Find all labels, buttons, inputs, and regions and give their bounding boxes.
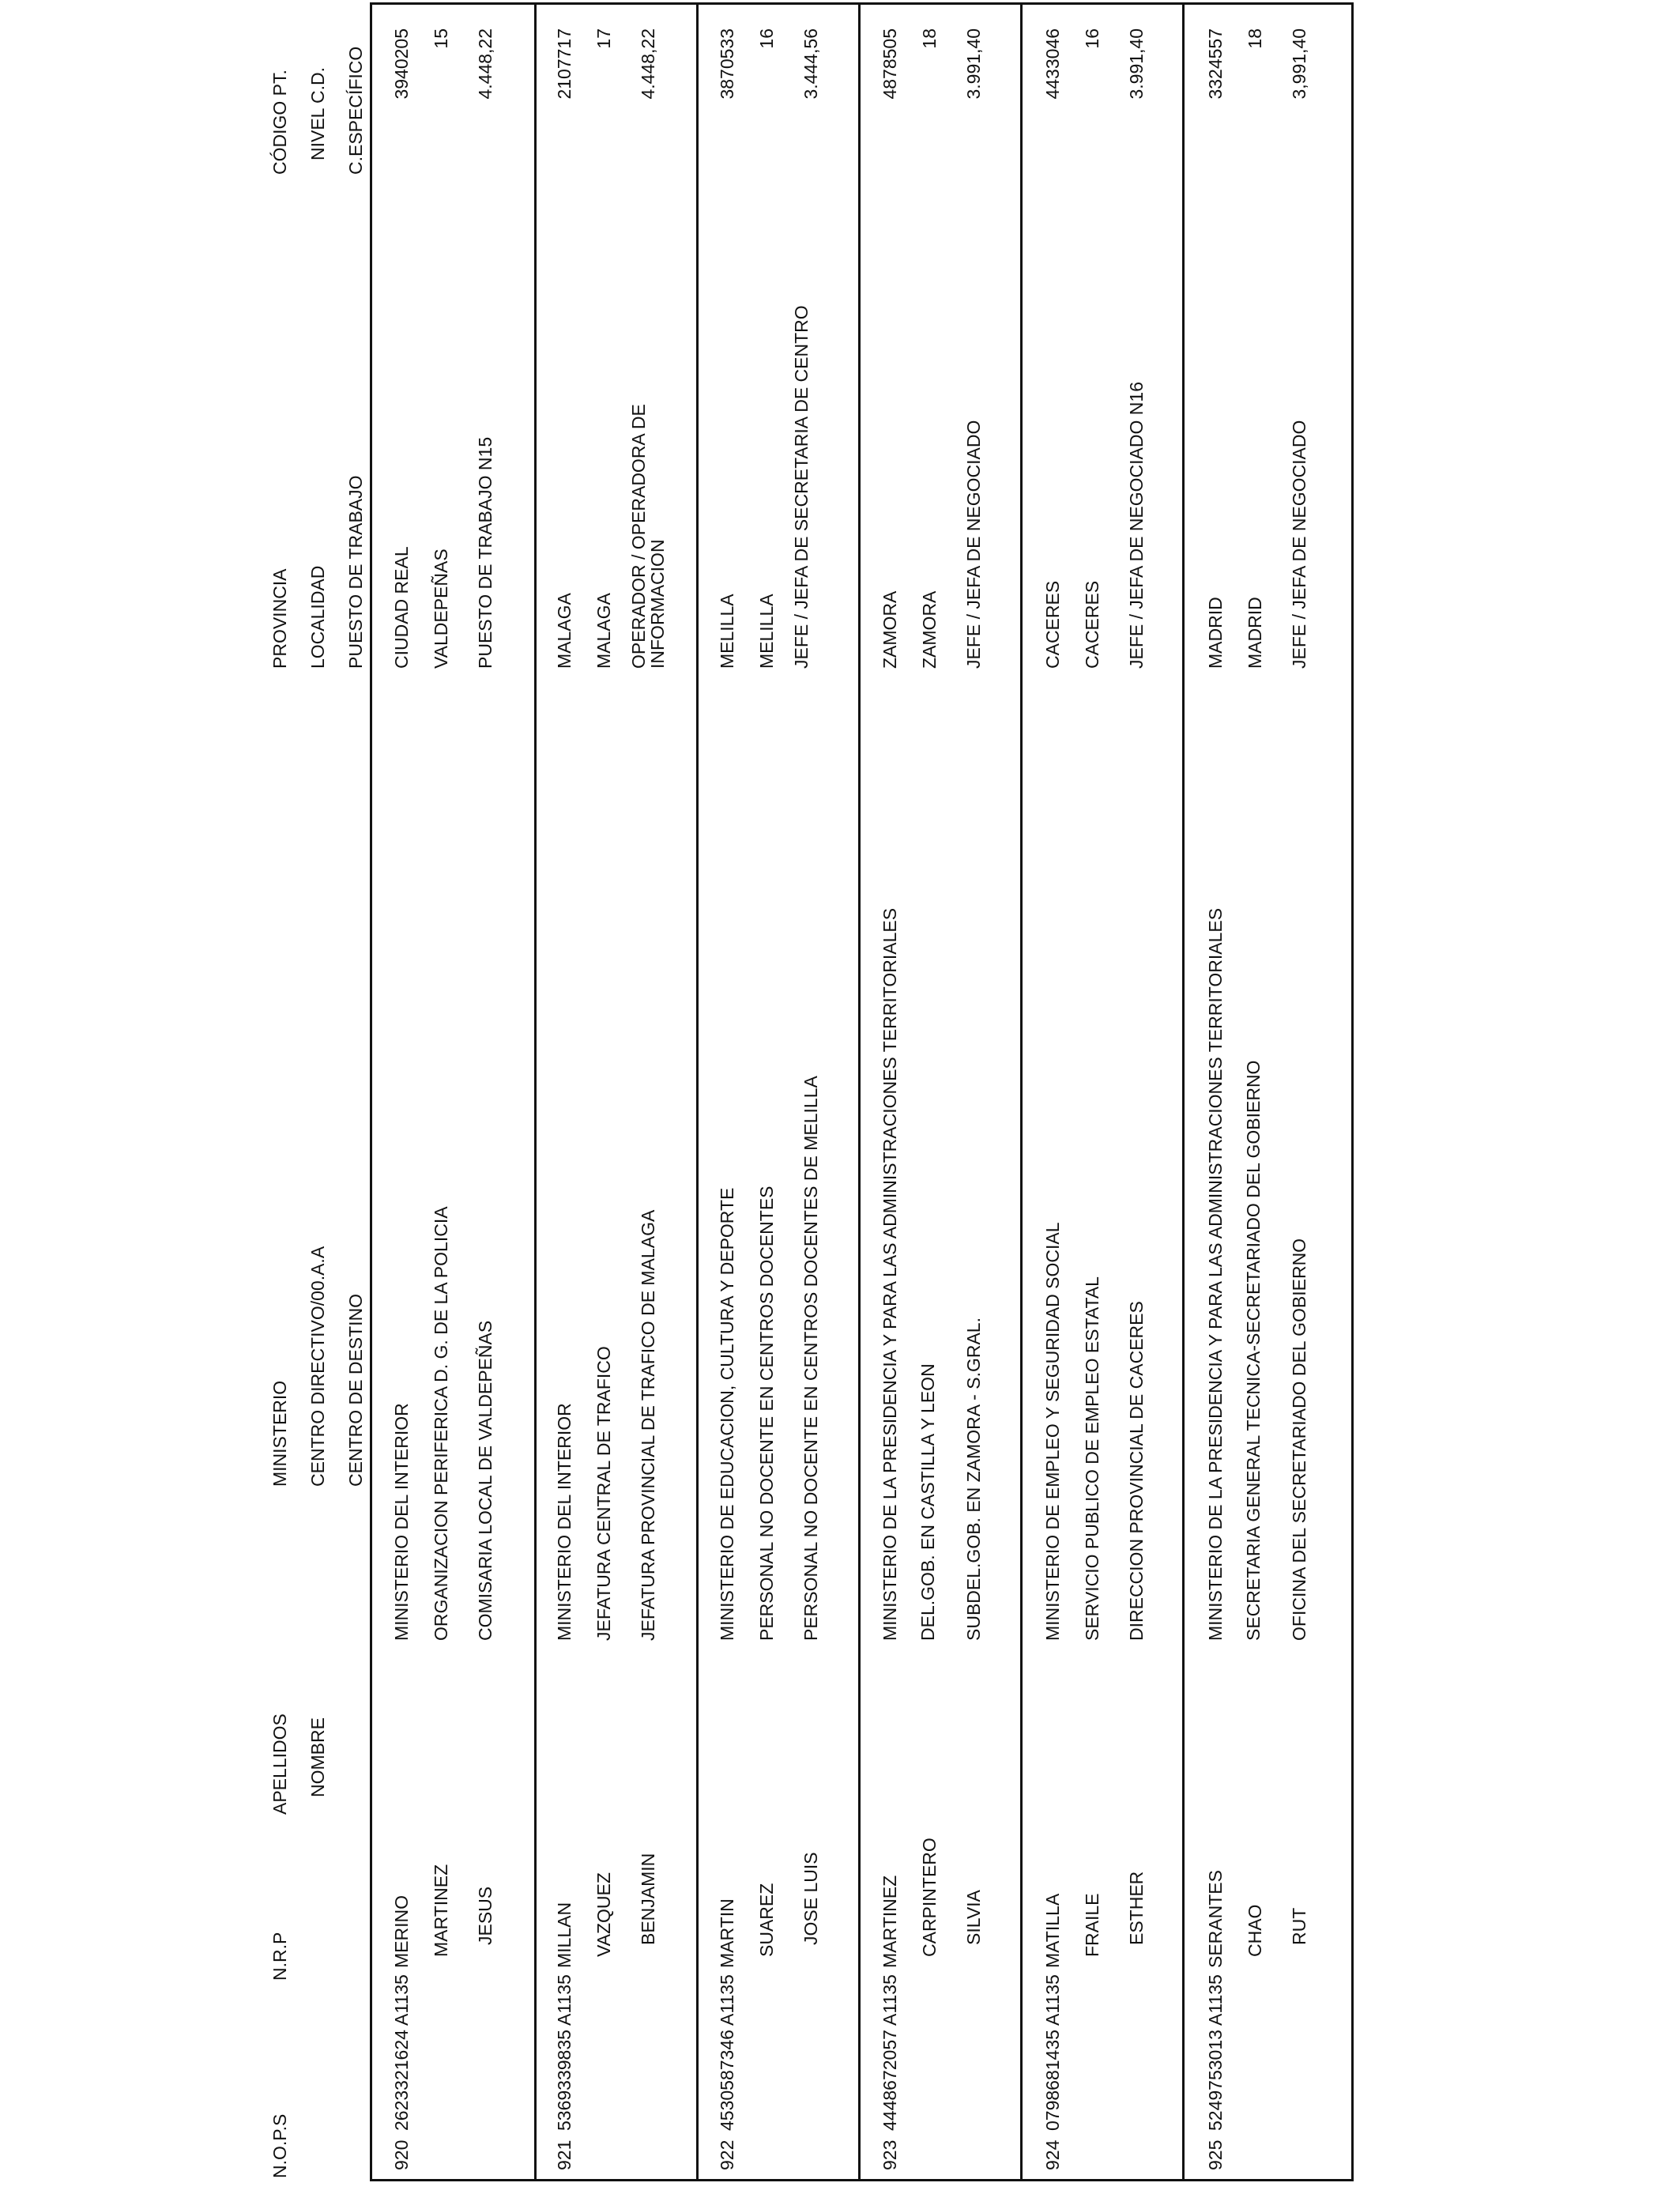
nops-value: 921 [554,2139,574,2170]
codigo-value: 4433046 [1042,28,1063,100]
codigo-value: 3940205 [391,28,412,100]
centro-directivo-value: SECRETARIA GENERAL TECNICA-SECRETARIADO DEL GOBIERNO [1243,1060,1264,1641]
nombre-value: BENJAMIN [638,1853,658,1945]
nivel-value: 18 [919,28,940,49]
header-centro-directivo-label: CENTRO DIRECTIVO/00.A.A [307,1246,328,1487]
centro-directivo-value: JEFATURA CENTRAL DE TRAFICO [593,1346,614,1641]
header-names [251,1713,346,1815]
apellido2-value: FRAILE [1082,1893,1102,1957]
row-separator [1020,5,1023,2179]
nivel-value: 16 [756,28,777,49]
puesto-value: JEFE / JEFA DE NEGOCIADO [1289,420,1309,669]
ministerio-value: MINISTERIO DE EMPLEO Y SEGURIDAD SOCIAL [1042,1222,1063,1641]
nivel-value: 18 [1245,28,1265,49]
nombre-value: JOSE LUIS [800,1852,821,1945]
nrp-value: 5249753013 A1135 [1205,1974,1226,2131]
apellido1-value: MERINO [391,1895,412,1968]
apellido2-value: MARTINEZ [431,1864,451,1957]
ministerio-value: MINISTERIO DE EDUCACION, CULTURA Y DEPORTE [717,1187,737,1641]
apellido1-value: MILLAN [554,1902,574,1968]
apellido1-value: MATILLA [1042,1893,1063,1968]
apellido2-value: CARPINTERO [919,1838,940,1957]
header-ministerio-label: MINISTERIO [269,1380,290,1487]
localidad-value: CACERES [1082,580,1102,669]
centro-destino-value: PERSONAL NO DOCENTE EN CENTROS DOCENTES DE MELILLA [800,1076,821,1641]
codigo-value: 4878505 [880,28,900,100]
provincia-value: ZAMORA [880,590,900,669]
centro-destino-value: JEFATURA PROVINCIAL DE TRAFICO DE MALAGA [638,1209,658,1641]
codigo-value: 3870533 [717,28,737,100]
nrp-value: 4530587346 A1135 [717,1974,737,2131]
provincia-value: CACERES [1042,580,1063,669]
header-codes [251,47,384,175]
nivel-value: 16 [1082,28,1102,49]
centro-directivo-value: DEL.GOB. EN CASTILLA Y LEON [917,1363,938,1641]
nivel-value: 17 [593,28,614,49]
puesto-value: PUESTO DE TRABAJO N15 [475,436,495,669]
nombre-value: JESUS [475,1886,495,1945]
apellido1-value: MARTINEZ [880,1875,900,1968]
puesto-value: OPERADOR / OPERADORA DE INFORMACION [628,404,668,669]
nombre-value: RUT [1289,1907,1309,1945]
especifico-value: 4.448,22 [638,28,658,100]
nombre-value: ESTHER [1126,1871,1147,1945]
ministerio-value: MINISTERIO DEL INTERIOR [554,1403,574,1641]
nrp-value: 2623321624 A1135 [391,1974,412,2131]
header-nops-label: N.O.P.S [269,2113,290,2178]
especifico-value: 3.991,40 [963,28,984,100]
provincia-value: MALAGA [554,593,574,669]
header-location [251,475,384,669]
nops-value: 922 [717,2139,737,2170]
nombre-value: SILVIA [963,1890,984,1945]
localidad-value: MALAGA [593,593,614,669]
especifico-value: 3.991,40 [1126,28,1147,100]
nrp-value: 5369339835 A1135 [554,1974,574,2131]
row-separator [696,5,699,2179]
nrp-value: 0798681435 A1135 [1042,1974,1063,2131]
header-organization [251,1246,384,1487]
provincia-value: CIUDAD REAL [391,546,412,669]
puesto-value: JEFE / JEFA DE SECRETARIA DE CENTRO [791,305,812,669]
ministerio-value: MINISTERIO DEL INTERIOR [391,1403,412,1641]
especifico-value: 3.444,56 [800,28,821,100]
especifico-value: 4.448,22 [475,28,495,100]
ministerio-value: MINISTERIO DE LA PRESIDENCIA Y PARA LAS ADMINISTRACIONES TERRITORIALES [1205,907,1226,1641]
header-nivel-label: NIVEL C.D. [307,66,328,160]
especifico-value: 3,991,40 [1289,28,1309,100]
puesto-value: JEFE / JEFA DE NEGOCIADO [963,420,984,669]
codigo-value: 3324557 [1205,28,1226,100]
localidad-value: VALDEPEÑAS [431,548,451,669]
row-separator [534,5,537,2179]
apellido1-value: SERANTES [1205,1870,1226,1968]
header-especifico-label: C.ESPECÍFICO [345,46,366,175]
nivel-value: 15 [431,28,451,49]
centro-destino-value: COMISARIA LOCAL DE VALDEPEÑAS [475,1320,495,1641]
header-localidad-label: LOCALIDAD [307,565,328,669]
apellido2-value: CHAO [1245,1904,1265,1957]
nops-value: 924 [1042,2139,1063,2170]
row-separator [1182,5,1185,2179]
header-nrp-label: N.R.P [269,1932,290,1981]
header-nrp [251,1932,308,1981]
ministerio-value: MINISTERIO DE LA PRESIDENCIA Y PARA LAS ADMINISTRACIONES TERRITORIALES [880,907,900,1641]
provincia-value: MADRID [1205,597,1226,669]
centro-directivo-value: ORGANIZACION PERIFERICA D. G. DE LA POLICIA [431,1206,451,1641]
centro-directivo-value: SERVICIO PUBLICO DE EMPLEO ESTATAL [1082,1276,1102,1641]
codigo-value: 2107717 [554,28,574,100]
centro-destino-value: OFICINA DEL SECRETARIADO DEL GOBIERNO [1289,1238,1309,1641]
apellido2-value: VAZQUEZ [593,1872,614,1957]
header-codigo-label: CÓDIGO PT. [269,70,290,175]
header-nops [251,2114,308,2178]
provincia-value: MELILLA [717,594,737,669]
header-provincia-label: PROVINCIA [269,568,290,669]
localidad-value: ZAMORA [919,590,940,669]
header-nombre-label: NOMBRE [307,1717,328,1797]
nops-value: 925 [1205,2139,1226,2170]
localidad-value: MADRID [1245,597,1265,669]
header-apellidos-label: APELLIDOS [269,1713,290,1815]
header-puesto-label: PUESTO DE TRABAJO [345,475,366,669]
centro-destino-value: SUBDEL.GOB. EN ZAMORA - S.GRAL. [963,1318,984,1641]
centro-directivo-value: PERSONAL NO DOCENTE EN CENTROS DOCENTES [756,1186,777,1641]
apellido1-value: MARTIN [717,1898,737,1968]
header-centro-destino-label: CENTRO DE DESTINO [345,1293,366,1487]
localidad-value: MELILLA [756,594,777,669]
nrp-value: 4448672057 A1135 [880,1974,900,2131]
row-separator [858,5,861,2179]
nops-value: 923 [880,2139,900,2170]
centro-destino-value: DIRECCION PROVINCIAL DE CACERES [1126,1301,1147,1641]
nops-value: 920 [391,2139,412,2170]
apellido2-value: SUAREZ [756,1883,777,1957]
puesto-value: JEFE / JEFA DE NEGOCIADO N16 [1126,382,1147,669]
